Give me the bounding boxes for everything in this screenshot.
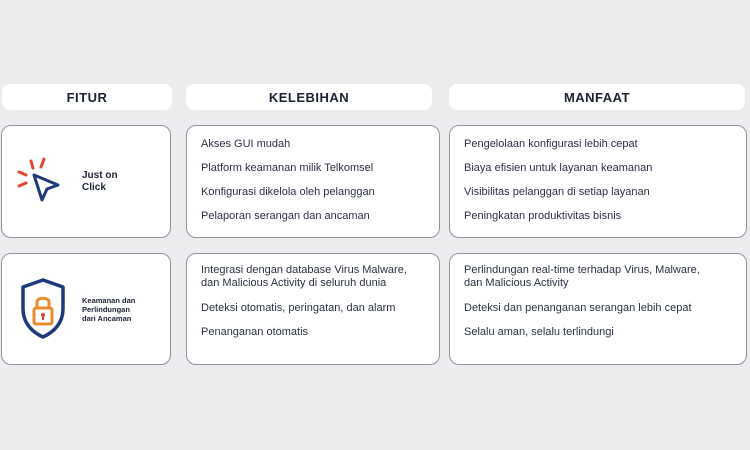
list-item: Konfigurasi dikelola oleh pelanggan (201, 186, 375, 198)
feature-card-keamanan (1, 253, 171, 365)
header-kelebihan (186, 84, 432, 110)
list-item: Akses GUI mudah (201, 138, 291, 150)
kelebihan-card-2 (186, 253, 440, 365)
list-item: Pengelolaan konfigurasi lebih cepat (464, 138, 638, 150)
header-fitur (2, 84, 172, 110)
kelebihan-list-1 (201, 138, 439, 223)
kelebihan-list-2 (201, 264, 429, 339)
list-item: Peningkatan produktivitas bisnis (464, 210, 622, 222)
feature-label-just-on-click (82, 170, 118, 194)
header-fitur-label: FITUR (66, 89, 108, 105)
feature-label-line: Keamanan dan (82, 295, 136, 305)
list-item: Perlindungan real-time terhadap Virus, Malware, dan Malicious Activity (464, 264, 700, 289)
header-kelebihan-label: KELEBIHAN (268, 89, 350, 105)
cursor-click-icon (14, 153, 72, 211)
manfaat-list-1 (464, 138, 746, 223)
list-item: Visibilitas pelanggan di setiap layanan (464, 186, 650, 198)
feature-label-keamanan (82, 296, 135, 323)
kelebihan-card-1 (186, 125, 440, 238)
manfaat-list-2 (464, 264, 736, 339)
header-manfaat-label: MANFAAT (563, 89, 631, 105)
manfaat-card-2 (449, 253, 747, 365)
list-item: Pelaporan serangan dan ancaman (201, 210, 370, 222)
feature-label-line: Click (82, 181, 106, 193)
list-item: Deteksi otomatis, peringatan, dan alarm (201, 302, 396, 314)
manfaat-card-1 (449, 125, 747, 238)
feature-card-just-on-click (1, 125, 171, 238)
list-item: Deteksi dan penanganan serangan lebih cepat (464, 302, 692, 314)
list-item: Penanganan otomatis (201, 326, 309, 338)
list-item: Selalu aman, selalu terlindungi (464, 326, 614, 338)
feature-label-line: Perlindungan (82, 304, 130, 314)
list-item: Biaya efisien untuk layanan keamanan (464, 162, 653, 174)
feature-label-line: dari Ancaman (82, 313, 132, 323)
header-manfaat (449, 84, 745, 110)
list-item: Platform keamanan milik Telkomsel (201, 162, 374, 174)
shield-lock-icon (18, 277, 68, 341)
feature-label-line: Just on (82, 169, 118, 181)
list-item: Integrasi dengan database Virus Malware, dan Malicious Activity di seluruh dunia (201, 264, 407, 289)
